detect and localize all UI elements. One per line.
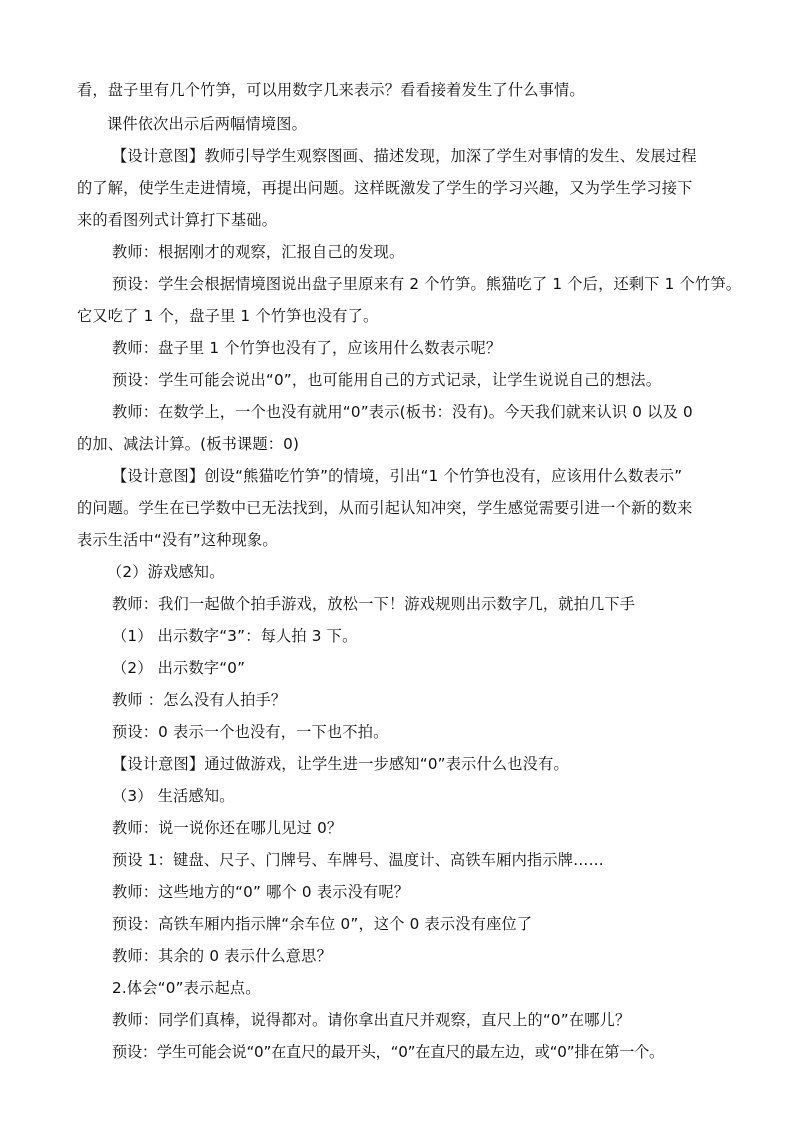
section-game-heading: （2）游戏感知。 <box>107 563 225 581</box>
design-intent-3: 【设计意图】通过做游戏，让学生进一步感知“0”表示什么也没有。 <box>112 755 569 773</box>
preset-line-4: 预设 1：键盘、尺子、门牌号、车牌号、温度计、高铁车厢内指示牌…… <box>112 851 604 869</box>
text-line-1: 看，盘子里有几个竹笋，可以用数字几来表示？看看接着发生了什么事情。 <box>77 81 585 99</box>
text-line-2: 课件依次出示后两幅情境图。 <box>107 115 308 133</box>
design-intent-2-line-1: 【设计意图】创设“熊猫吃竹笋”的情境，引出“1 个竹笋也没有，应该用什么数表示” <box>112 467 683 485</box>
teacher-line-5: 教师 ：怎么没有人拍手？ <box>112 691 287 709</box>
teacher-line-9: 教师：同学们真棒，说得都对。请你拿出直尺并观察，直尺上的“0”在哪儿？ <box>112 1011 631 1029</box>
section-2-heading: 2.体会“0”表示起点。 <box>112 979 261 997</box>
list-item-1: （1） 出示数字“3”：每人拍 3 下。 <box>112 627 358 645</box>
list-item-2: （2） 出示数字“0” <box>112 659 246 677</box>
teacher-line-7: 教师：这些地方的“0” 哪个 0 表示没有呢？ <box>112 883 410 901</box>
preset-line-6: 预设：学生可能会说“0”在直尺的最开头，“0”在直尺的最左边，或“0”排在第一个。 <box>112 1043 664 1061</box>
preset-line-5: 预设：高铁车厢内指示牌“余车位 0”，这个 0 表示没有座位了 <box>112 915 533 933</box>
design-intent-2-line-3: 表示生活中“没有”这种现象。 <box>77 531 278 549</box>
teacher-line-2: 教师：盘子里 1 个竹笋也没有了，应该用什么数表示呢？ <box>112 339 502 357</box>
preset-line-1: 预设：学生会根据情境图说出盘子里原来有 2 个竹笋。熊猫吃了 1 个后，还剩下 1 个竹笋。 <box>112 275 742 293</box>
section-life-heading: （3） 生活感知。 <box>112 787 235 805</box>
teacher-line-3-cont: 的加、减法计算。(板书课题：0) <box>77 435 300 453</box>
design-intent-1-line-2: 的了解，使学生走进情境，再提出问题。这样既激发了学生的学习兴趣，又为学生学习接下 <box>77 179 693 197</box>
teacher-line-3: 教师：在数学上，一个也没有就用“0”表示(板书：没有)。今天我们就来认识 0 以及 0 <box>112 403 693 421</box>
design-intent-2-line-2: 的问题。学生在已学数中已无法找到，从而引起认知冲突，学生感觉需要引进一个新的数来 <box>77 499 693 517</box>
preset-line-2: 预设：学生可能会说出“0”，也可能用自己的方式记录，让学生说说自己的想法。 <box>112 371 662 389</box>
teacher-line-8: 教师：其余的 0 表示什么意思？ <box>112 947 332 965</box>
preset-line-1-cont: 它又吃了 1 个，盘子里 1 个竹笋也没有了。 <box>77 307 379 325</box>
preset-line-3: 预设：0 表示一个也没有，一下也不拍。 <box>112 723 389 741</box>
design-intent-1-line-3: 来的看图列式计算打下基础。 <box>77 211 278 229</box>
teacher-line-1: 教师：根据刚才的观察，汇报自己的发现。 <box>112 243 405 261</box>
design-intent-1-line-1: 【设计意图】教师引导学生观察图画、描述发现，加深了学生对事情的发生、发展过程 <box>112 147 697 165</box>
teacher-line-4: 教师：我们一起做个拍手游戏，放松一下！游戏规则出示数字几，就拍几下手 <box>112 595 636 613</box>
teacher-line-6: 教师：说一说你还在哪儿见过 0？ <box>112 819 343 837</box>
